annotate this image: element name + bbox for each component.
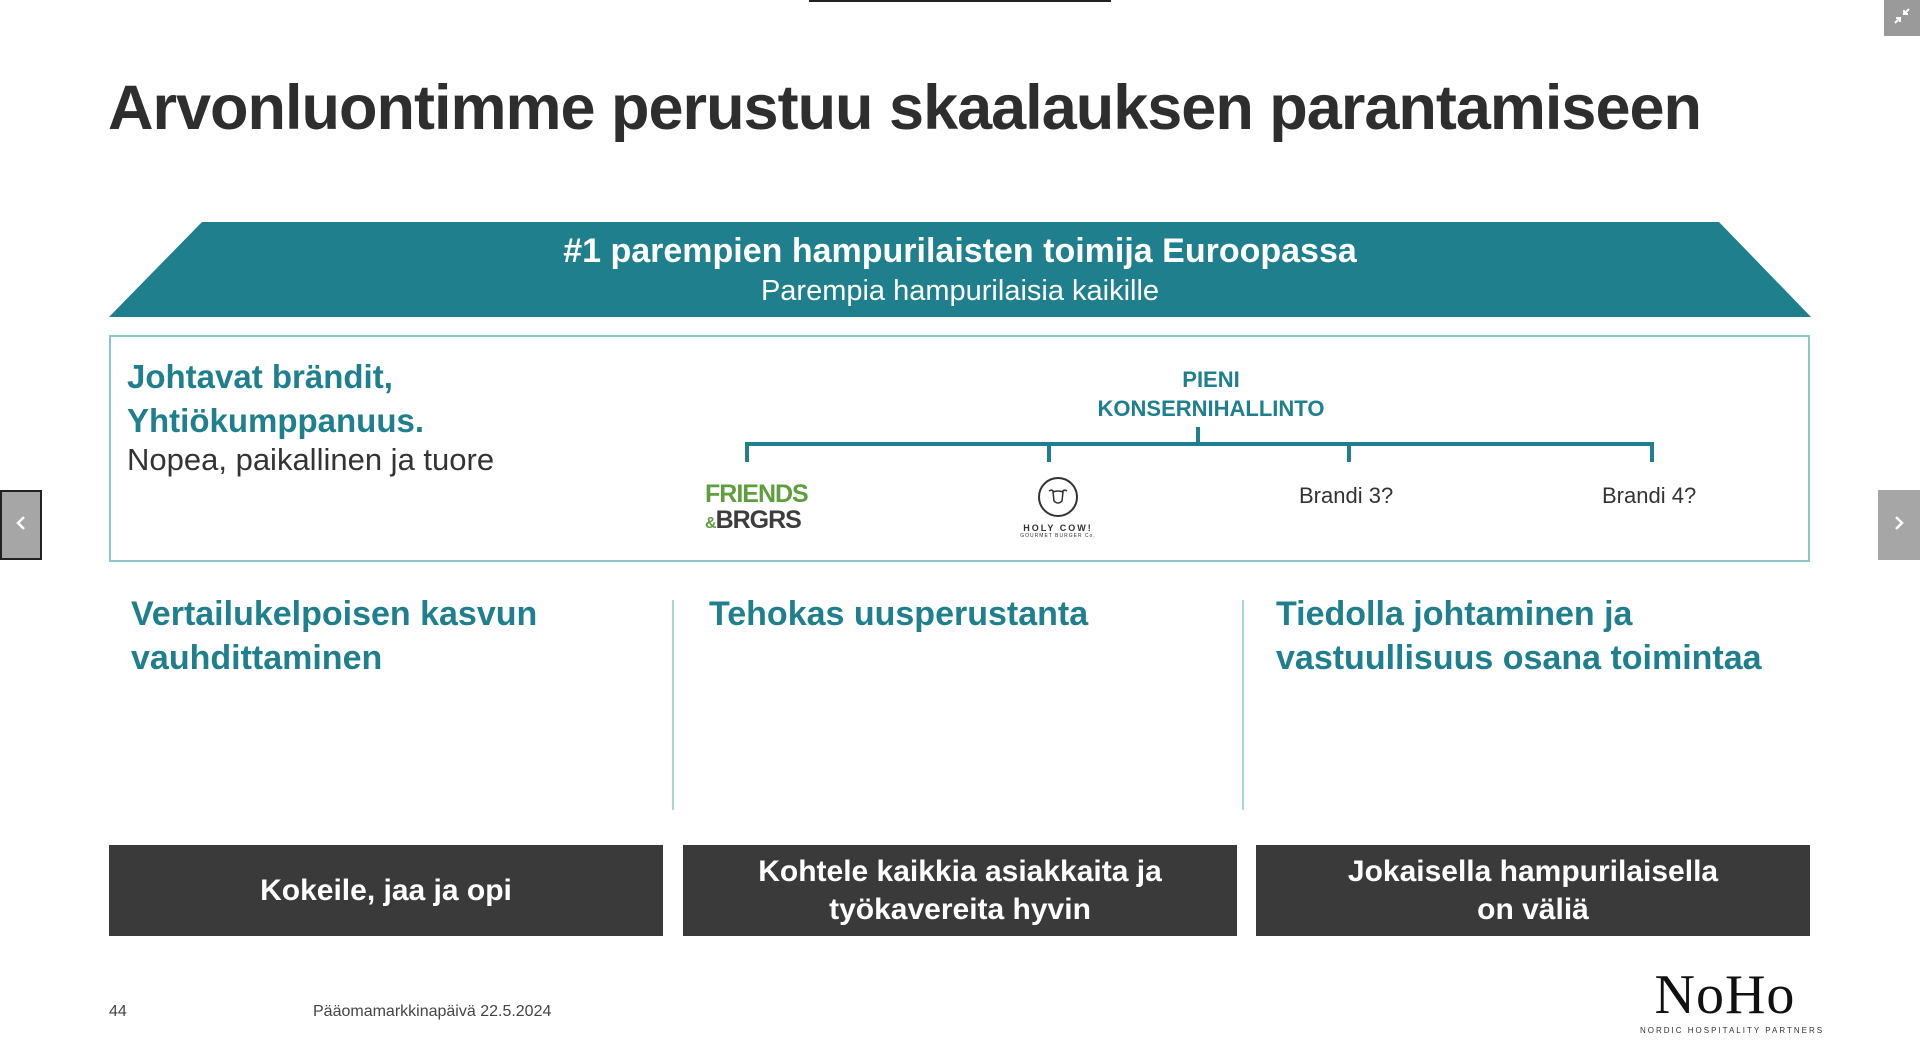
- value-treat-line1: Kohtele kaikkia asiakkaita ja: [758, 854, 1162, 888]
- pillar-growth: [131, 592, 651, 680]
- pillar-data-line1: Tiedolla johtaminen ja: [1276, 595, 1633, 633]
- friends-brgrs-logo: [705, 481, 808, 537]
- pillar-growth-line1: Vertailukelpoisen kasvun: [131, 595, 538, 633]
- value-burger-line2: on väliä: [1477, 892, 1589, 926]
- chevron-left-icon: [14, 513, 28, 538]
- brand-4-placeholder: Brandi 4?: [1602, 483, 1697, 508]
- brands-box: [109, 335, 1810, 562]
- pillar-growth-line2: vauhdittaminen: [131, 639, 383, 677]
- pillar-divider: [672, 600, 674, 810]
- top-progress-bar: [809, 0, 1111, 2]
- banner-subheading: Parempia hampurilaisia kaikille: [760, 275, 1160, 307]
- holy-cow-wordmark: HOLY COW!: [1023, 523, 1093, 533]
- value-experiment-line1: Kokeile, jaa ja opi: [260, 873, 512, 907]
- cow-head-icon: [1038, 477, 1078, 517]
- pillar-data-line2: vastuullisuus osana toimintaa: [1276, 639, 1762, 677]
- holy-cow-tagline: GOURMET BURGER Co.: [1020, 533, 1096, 539]
- value-box-every-burger: [1256, 845, 1810, 936]
- brand-3-placeholder: Brandi 3?: [1299, 483, 1394, 508]
- banner-heading: #1 parempien hampurilaisten toimija Euroopassa: [563, 232, 1357, 270]
- value-box-experiment: [109, 845, 663, 936]
- pillar-divider: [1242, 600, 1244, 810]
- org-label-line2: KONSERNIHALLINTO: [1097, 396, 1325, 421]
- holy-cow-logo: [1011, 477, 1105, 539]
- pillar-openings-line1: Tehokas uusperustanta: [709, 595, 1089, 633]
- brands-subtitle: Nopea, paikallinen ja tuore: [127, 442, 495, 477]
- value-burger-line1: Jokaisella hampurilaisella: [1347, 854, 1719, 888]
- footer-event: Pääomamarkkinapäivä 22.5.2024: [313, 1003, 552, 1020]
- brands-heading-line1: Johtavat brändit,: [127, 358, 393, 395]
- pillar-data-leadership: [1276, 592, 1816, 680]
- friends-logo-line2: [705, 507, 808, 537]
- previous-slide-button[interactable]: [0, 490, 42, 560]
- collapse-arrows-icon: [1893, 7, 1911, 30]
- next-slide-button[interactable]: [1878, 490, 1920, 560]
- org-label-line1: PIENI: [1182, 367, 1240, 392]
- slide-title: Arvonluontimme perustuu skaalauksen parantamiseen: [108, 73, 1701, 143]
- exit-fullscreen-button[interactable]: [1884, 0, 1920, 36]
- noho-tagline: NORDIC HOSPITALITY PARTNERS: [1640, 1026, 1825, 1035]
- value-treat-line2: työkavereita hyvin: [829, 892, 1091, 926]
- friends-logo-line1: FRIENDS: [705, 480, 808, 508]
- pillar-openings: [709, 592, 1229, 636]
- chevron-right-icon: [1892, 513, 1906, 538]
- org-tree-connector: [111, 337, 1811, 562]
- friends-logo-amp: &: [705, 515, 716, 532]
- brands-heading-line2: Yhtiökumppanuus.: [127, 402, 424, 439]
- noho-wordmark: NoHo: [1654, 964, 1796, 1026]
- page-number: 44: [109, 1003, 127, 1020]
- friends-logo-brgrs: BRGRS: [715, 506, 801, 534]
- noho-logo: [1640, 964, 1825, 1035]
- value-box-treat-everyone: [683, 845, 1237, 936]
- strategy-banner: [109, 222, 1811, 317]
